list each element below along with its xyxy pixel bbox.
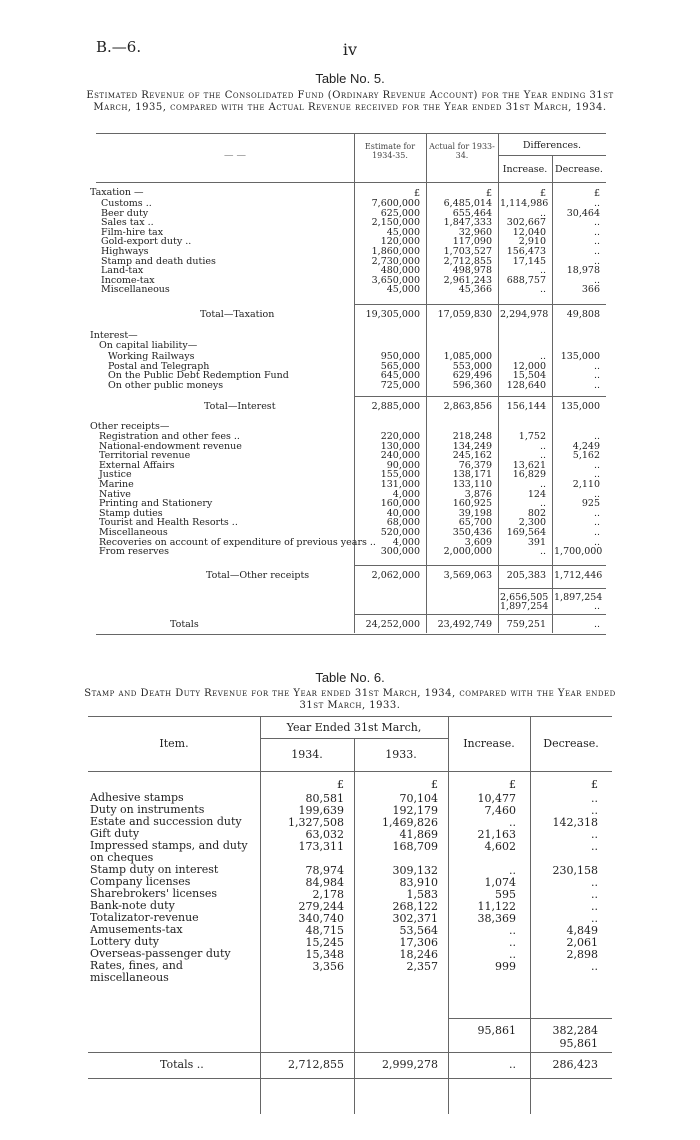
increase-value: 759,251: [506, 619, 546, 630]
table6-title: Table No. 6.: [315, 670, 385, 685]
actual-value: 2,000,000: [443, 546, 492, 558]
increase-value: ..: [539, 450, 546, 462]
value-1934: 279,244: [298, 900, 344, 913]
row-label: Justice: [99, 469, 132, 481]
actual-value: 32,960: [458, 226, 492, 238]
currency-symbol: £: [593, 188, 600, 199]
section-heading-interest: Interest—: [90, 330, 138, 341]
actual-value: 76,379: [458, 459, 492, 471]
decrease-value: 5,162: [572, 450, 600, 462]
row-label: Postal and Telegraph: [108, 360, 210, 372]
increase-value: ..: [509, 816, 516, 829]
row-label: Overseas-passenger duty: [90, 947, 231, 960]
row-label: Customs ..: [101, 198, 152, 209]
value-1933: 302,371: [392, 912, 438, 925]
actual-value: 117,090: [452, 236, 492, 248]
row-label: Totalizator-revenue: [90, 911, 199, 924]
estimate-value: 19,305,000: [365, 309, 420, 320]
increase-value: 595: [495, 888, 516, 901]
estimate-value: 1,860,000: [371, 246, 420, 257]
estimate-value: 120,000: [380, 236, 420, 248]
increase-value: 38,369: [477, 912, 516, 925]
difference-sum-decrease: 382,284: [552, 1024, 598, 1037]
decrease-value: ..: [593, 236, 600, 248]
value-1933: 83,910: [399, 876, 438, 889]
row-label: Estate and succession duty: [90, 815, 242, 828]
section-heading-other-receipts: Other receipts—: [90, 421, 170, 432]
decrease-value: 2,061: [566, 936, 598, 949]
column-header-1933: 1933.: [385, 748, 417, 761]
decrease-value: ..: [593, 379, 600, 391]
table5-title: Table No. 5.: [315, 71, 385, 86]
decrease-value: 2,898: [566, 948, 598, 961]
row-label: Printing and Stationery: [99, 498, 213, 510]
decrease-value: ..: [593, 431, 600, 442]
increase-value: ..: [509, 924, 516, 937]
row-label: On other public moneys: [108, 379, 224, 391]
value-1933: 17,306: [399, 936, 438, 949]
increase-value: ..: [539, 207, 546, 219]
difference-sum-decrease: ..: [593, 601, 600, 612]
row-label: Recoveries on account of expenditure of previous years ..: [99, 536, 376, 548]
actual-value: 134,249: [452, 440, 492, 452]
decrease-value: 30,464: [566, 207, 600, 219]
row-label: On the Public Debt Redemption Fund: [108, 370, 289, 382]
row-label: National-endowment revenue: [99, 440, 242, 452]
decrease-value: 1,700,000: [554, 546, 603, 558]
value-1933: 168,709: [392, 840, 438, 853]
row-label: External Affairs: [99, 459, 175, 471]
actual-value: 350,436: [452, 527, 492, 538]
row-label: Sharebrokers' licenses: [90, 887, 218, 900]
difference-sum-decrease: 95,861: [559, 1037, 598, 1050]
column-header-increase: Increase.: [463, 737, 515, 750]
decrease-value: ..: [593, 226, 600, 238]
increase-value: 1,074: [484, 876, 516, 889]
actual-value: 655,464: [452, 207, 492, 219]
decrease-value: ..: [593, 459, 600, 471]
decrease-value: ..: [593, 469, 600, 481]
decrease-value: ..: [593, 488, 600, 500]
currency-symbol: £: [485, 188, 492, 199]
decrease-value: 1,712,446: [554, 570, 603, 581]
value-1933: 70,104: [399, 792, 438, 805]
decrease-value: ..: [593, 274, 600, 286]
increase-value: 1,752: [518, 431, 546, 442]
row-label: Adhesive stamps: [90, 791, 184, 804]
row-label: Stamp and death duties: [101, 255, 216, 267]
column-header-estimate: Estimate for 1934-35.: [364, 142, 416, 160]
decrease-value: 2,110: [572, 479, 600, 490]
decrease-value: ..: [593, 507, 600, 519]
decrease-value: ..: [591, 840, 598, 853]
column-header-decrease: Decrease.: [555, 164, 603, 175]
value-1934: 15,245: [305, 936, 344, 949]
total-label: Totals: [170, 619, 199, 630]
increase-value: 124: [527, 488, 546, 500]
row-label: Lottery duty: [90, 935, 160, 948]
row-label: Gift duty: [90, 827, 140, 840]
value-1933: 1,469,826: [382, 816, 438, 829]
actual-value: 3,876: [464, 488, 492, 500]
increase-value: 169,564: [506, 527, 546, 538]
actual-value: 245,162: [452, 450, 492, 462]
value-1934: 173,311: [298, 840, 344, 853]
value-1934: 15,348: [305, 948, 344, 961]
increase-value: 11,122: [477, 900, 516, 913]
decrease-value: ..: [593, 517, 600, 529]
increase-value: 302,667: [506, 217, 546, 229]
value-1933: 53,564: [399, 924, 438, 937]
increase-value: 12,040: [512, 226, 546, 238]
increase-value: 391: [527, 536, 546, 548]
increase-value: 156,144: [506, 401, 546, 412]
actual-value: 218,248: [452, 431, 492, 442]
decrease-value: ..: [593, 246, 600, 257]
increase-value: 13,621: [512, 459, 546, 471]
value-1934: 80,581: [305, 792, 344, 805]
currency-symbol: £: [509, 778, 516, 791]
table6-subtitle: Stamp and Death Duty Revenue for the Year ended 31st March, 1934, compared with the Year ended 31st March, 1933.: [84, 688, 616, 711]
decrease-value: ..: [591, 888, 598, 901]
row-label: Income-tax: [101, 274, 155, 286]
decrease-value: ..: [593, 360, 600, 372]
increase-value: 156,473: [506, 246, 546, 257]
row-label: Stamp duties: [99, 507, 163, 519]
increase-value: ..: [539, 351, 546, 362]
decrease-value: ..: [591, 828, 598, 841]
value-1934: 199,639: [298, 804, 344, 817]
row-label: Territorial revenue: [99, 450, 191, 462]
decrease-value: ..: [591, 912, 598, 925]
estimate-value: 565,000: [380, 360, 420, 372]
actual-value: 3,609: [464, 536, 492, 548]
decrease-value: 925: [581, 498, 600, 510]
actual-value: 160,925: [452, 498, 492, 510]
estimate-value: 45,000: [386, 226, 420, 238]
estimate-value: 725,000: [380, 379, 420, 391]
row-label: Native: [99, 488, 131, 500]
estimate-value: 90,000: [386, 459, 420, 471]
estimate-value: 155,000: [380, 469, 420, 481]
value-1934: 2,712,855: [288, 1058, 344, 1071]
decrease-value: ..: [591, 792, 598, 805]
increase-value: 999: [495, 960, 516, 973]
estimate-value: 45,000: [386, 284, 420, 296]
decrease-value: 4,849: [566, 924, 598, 937]
actual-value: 39,198: [458, 507, 492, 519]
row-label: From reserves: [99, 546, 169, 558]
decrease-value: 4,249: [572, 440, 600, 452]
value-1933: 2,999,278: [382, 1058, 438, 1071]
currency-symbol: £: [591, 778, 598, 791]
column-header-differences: Differences.: [522, 140, 582, 151]
actual-value: 3,569,063: [443, 570, 492, 581]
increase-value: 2,294,978: [500, 309, 549, 320]
actual-value: 1,703,527: [443, 246, 492, 257]
decrease-value: ..: [593, 619, 600, 630]
decrease-value: ..: [593, 217, 600, 229]
estimate-value: 4,000: [392, 536, 420, 548]
row-label: Duty on instruments: [90, 803, 205, 816]
currency-symbol: £: [539, 188, 546, 199]
increase-value: 16,829: [512, 469, 546, 481]
actual-value: 2,712,855: [443, 255, 492, 267]
difference-sum-increase: 95,861: [477, 1024, 516, 1037]
row-label: Highways: [101, 246, 149, 257]
column-header-1934: 1934.: [291, 748, 323, 761]
decrease-value: ..: [593, 255, 600, 267]
decrease-value: 135,000: [560, 401, 600, 412]
value-1933: 41,869: [399, 828, 438, 841]
actual-value: 629,496: [452, 370, 492, 382]
row-label: Marine: [99, 479, 134, 490]
row-label: Miscellaneous: [99, 527, 168, 538]
currency-symbol: £: [413, 188, 420, 199]
page-reference: B.—6.: [96, 38, 142, 56]
increase-value: 7,460: [484, 804, 516, 817]
actual-value: 498,978: [452, 265, 492, 277]
increase-value: 2,910: [518, 236, 546, 248]
row-label: Tourist and Health Resorts ..: [99, 517, 238, 529]
row-label: Bank-note duty: [90, 899, 175, 912]
estimate-value: 625,000: [380, 207, 420, 219]
total-label: Total—Taxation: [200, 309, 275, 320]
row-label: Company licenses: [90, 875, 191, 888]
value-1934: 63,032: [305, 828, 344, 841]
value-1933: 1,583: [406, 888, 438, 901]
row-label: Working Railways: [108, 351, 195, 362]
difference-sum-decrease: 1,897,254: [554, 592, 603, 603]
column-header-year-ended: Year Ended 31st March,: [286, 721, 422, 734]
estimate-value: 24,252,000: [365, 619, 420, 630]
row-label: Amusements-tax: [90, 923, 183, 936]
value-1934: 3,356: [312, 960, 344, 973]
estimate-value: 645,000: [380, 370, 420, 382]
decrease-value: ..: [593, 536, 600, 548]
page-number: iv: [342, 40, 358, 59]
column-header-increase: Increase.: [502, 164, 548, 175]
difference-sum-increase: 2,656,505: [500, 592, 549, 603]
decrease-value: 366: [581, 284, 600, 296]
column-header-decrease: Decrease.: [543, 737, 599, 750]
decrease-value: 286,423: [552, 1058, 598, 1071]
increase-value: 2,300: [518, 517, 546, 529]
value-1934: 48,715: [305, 924, 344, 937]
decrease-value: ..: [593, 198, 600, 209]
increase-value: ..: [539, 440, 546, 452]
value-1933: 192,179: [392, 804, 438, 817]
row-label: Film-hire tax: [101, 226, 164, 238]
estimate-value: 160,000: [380, 498, 420, 510]
decrease-value: 135,000: [560, 351, 600, 362]
actual-value: 65,700: [458, 517, 492, 529]
column-header-description: — —: [223, 150, 247, 161]
increase-value: ..: [539, 265, 546, 277]
actual-value: 1,085,000: [443, 351, 492, 362]
decrease-value: ..: [591, 900, 598, 913]
increase-value: 128,640: [506, 379, 546, 391]
total-label: Total—Other receipts: [206, 570, 310, 581]
row-label: Land-tax: [101, 265, 144, 277]
estimate-value: 240,000: [380, 450, 420, 462]
row-label: Impressed stamps, and duty on cheques: [90, 839, 248, 864]
estimate-value: 4,000: [392, 488, 420, 500]
decrease-value: 230,158: [552, 864, 598, 877]
estimate-value: 220,000: [380, 431, 420, 442]
increase-value: 12,000: [512, 360, 546, 372]
increase-value: ..: [509, 864, 516, 877]
estimate-value: 7,600,000: [371, 198, 420, 209]
decrease-value: 49,808: [566, 309, 600, 320]
actual-value: 2,863,856: [443, 401, 492, 412]
increase-value: 205,383: [506, 570, 546, 581]
value-1934: 1,327,508: [288, 816, 344, 829]
increase-value: 15,504: [512, 370, 546, 382]
estimate-value: 3,650,000: [371, 274, 420, 286]
total-label: Total—Interest: [204, 401, 276, 412]
estimate-value: 520,000: [380, 527, 420, 538]
subheading-capital-liability: On capital liability—: [99, 340, 198, 351]
increase-value: 802: [527, 507, 546, 519]
value-1934: 84,984: [305, 876, 344, 889]
increase-value: ..: [539, 498, 546, 510]
increase-value: ..: [539, 479, 546, 490]
increase-value: 21,163: [477, 828, 516, 841]
actual-value: 553,000: [452, 360, 492, 372]
estimate-value: 480,000: [380, 265, 420, 277]
row-label: Miscellaneous: [101, 284, 170, 296]
column-header-actual: Actual for 1933-34.: [429, 142, 495, 160]
estimate-value: 2,150,000: [371, 217, 420, 229]
decrease-value: ..: [591, 804, 598, 817]
row-label: Rates, fines, and miscellaneous: [90, 959, 183, 984]
actual-value: 2,961,243: [443, 274, 492, 286]
estimate-value: 131,000: [380, 479, 420, 490]
difference-sum-increase: 1,897,254: [500, 601, 549, 612]
increase-value: 17,145: [512, 255, 546, 267]
actual-value: 596,360: [452, 379, 492, 391]
actual-value: 133,110: [452, 479, 492, 490]
decrease-value: ..: [593, 527, 600, 538]
value-1933: 309,132: [392, 864, 438, 877]
decrease-value: ..: [591, 960, 598, 973]
total-label: Totals ..: [160, 1058, 204, 1071]
decrease-value: 18,978: [566, 265, 600, 277]
increase-value: ..: [509, 1058, 516, 1071]
actual-value: 1,847,333: [443, 217, 492, 229]
value-1933: 2,357: [406, 960, 438, 973]
increase-value: ..: [509, 936, 516, 949]
estimate-value: 2,730,000: [371, 255, 420, 267]
row-label: Stamp duty on interest: [90, 863, 219, 876]
increase-value: 10,477: [477, 792, 516, 805]
table5-subtitle: Estimated Revenue of the Consolidated Fund (Ordinary Revenue Account) for the Year ending 31st March, 1935, compared with the Actual Revenue received for the Year ended 31st March, 1934.: [86, 90, 614, 113]
decrease-value: ..: [591, 876, 598, 889]
decrease-value: 142,318: [552, 816, 598, 829]
column-header-item: Item.: [159, 737, 189, 750]
row-label: Registration and other fees ..: [99, 431, 240, 442]
estimate-value: 950,000: [380, 351, 420, 362]
decrease-value: ..: [593, 370, 600, 382]
value-1934: 2,178: [312, 888, 344, 901]
estimate-value: 40,000: [386, 507, 420, 519]
section-heading-taxation: Taxation —: [90, 187, 144, 198]
estimate-value: 300,000: [380, 546, 420, 558]
increase-value: ..: [509, 948, 516, 961]
increase-value: ..: [539, 284, 546, 296]
actual-value: 23,492,749: [437, 619, 492, 630]
row-label: Gold-export duty ..: [101, 236, 192, 248]
estimate-value: 130,000: [380, 440, 420, 452]
value-1933: 18,246: [399, 948, 438, 961]
value-1934: 340,740: [298, 912, 344, 925]
increase-value: ..: [539, 546, 546, 558]
increase-value: 688,757: [506, 274, 546, 286]
estimate-value: 68,000: [386, 517, 420, 529]
estimate-value: 2,062,000: [371, 570, 420, 581]
currency-symbol: £: [337, 778, 344, 791]
increase-value: 4,602: [484, 840, 516, 853]
row-label: Sales tax ..: [101, 217, 154, 229]
actual-value: 6,485,014: [443, 198, 492, 209]
row-label: Beer duty: [101, 207, 149, 219]
actual-value: 17,059,830: [437, 309, 492, 320]
currency-symbol: £: [431, 778, 438, 791]
actual-value: 138,171: [452, 469, 492, 481]
increase-value: 1,114,986: [500, 198, 549, 209]
estimate-value: 2,885,000: [371, 401, 420, 412]
value-1934: 78,974: [305, 864, 344, 877]
value-1933: 268,122: [392, 900, 438, 913]
actual-value: 45,366: [458, 284, 492, 296]
